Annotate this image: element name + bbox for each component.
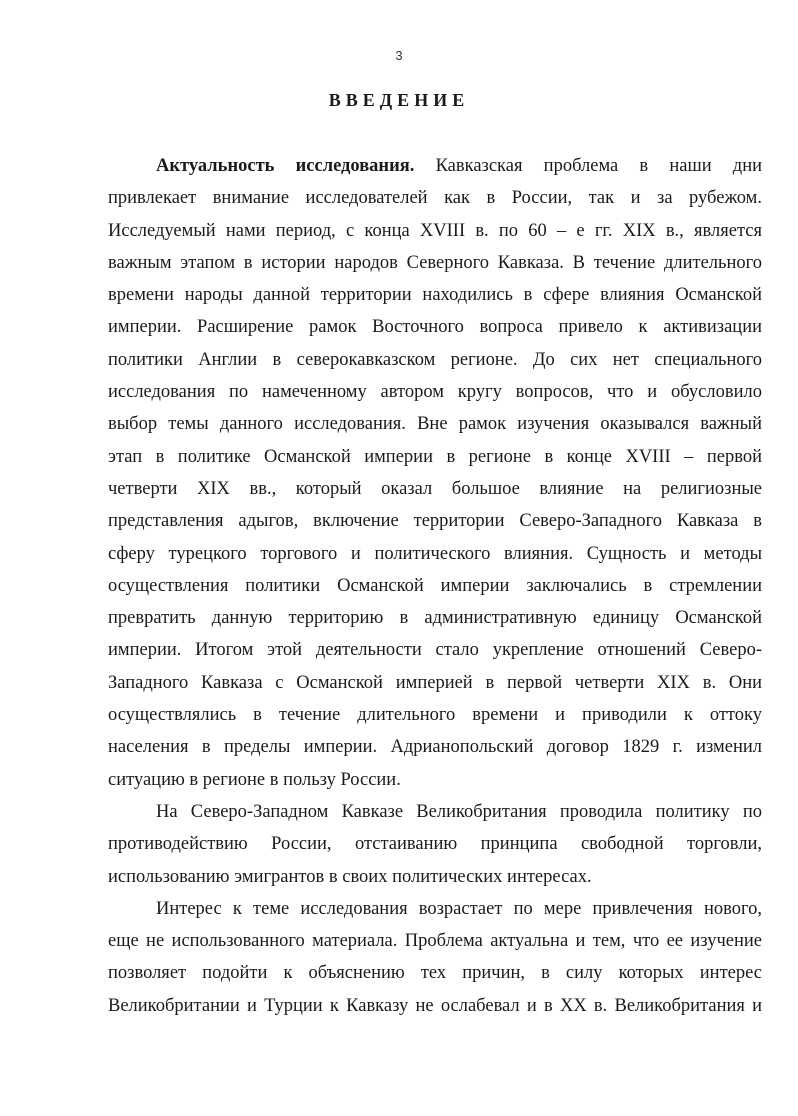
- section-title: ВВЕДЕНИЕ: [328, 90, 470, 110]
- paragraph-lead: Актуальность исследования.: [156, 156, 415, 176]
- text-line: этап в политике Османской империи в регионе в конце XVIII – первой: [108, 446, 762, 467]
- text-line: осуществлялись в течение длительного времени и приводили к оттоку: [108, 705, 762, 726]
- text-line: сферу турецкого торгового и политического влияния. Сущность и методы: [108, 543, 762, 564]
- text-line: времени народы данной территории находились в сфере влияния Османской: [108, 285, 762, 306]
- text-line: империи. Итогом этой деятельности стало укрепление отношений Северо-: [108, 640, 762, 661]
- text-line: На Северо-Западном Кавказе Великобритания проводила политику по: [156, 801, 762, 822]
- text-line: [108, 150, 762, 182]
- text-line: привлекает внимание исследователей как в России, так и за рубежом.: [108, 188, 762, 209]
- text-line: осуществления политики Османской империи заключались в стремлении: [108, 575, 762, 596]
- text-line-content: Кавказская проблема в наши дни: [414, 156, 763, 176]
- text-line: Великобритании и Турции к Кавказу не ослабевал и в XX в. Великобритания и: [108, 995, 762, 1016]
- text-line: ситуацию в регионе в пользу России.: [108, 769, 401, 790]
- text-line: исследования по намеченному автором кругу вопросов, что и обусловило: [108, 382, 762, 403]
- text-line: использованию эмигрантов в своих политических интересах.: [108, 866, 592, 887]
- text-line: Западного Кавказа с Османской империей в первой четверти XIX в. Они: [108, 672, 762, 693]
- text-line: выбор темы данного исследования. Вне рамок изучения оказывался важный: [108, 414, 762, 435]
- text-line: четверти XIX вв., который оказал большое влияние на религиозные: [108, 478, 762, 499]
- text-line: важным этапом в истории народов Северного Кавказа. В течение длительного: [108, 252, 762, 273]
- text-line: позволяет подойти к объяснению тех причин, в силу которых интерес: [108, 963, 762, 984]
- text-line: противодействию России, отстаиванию принципа свободной торговли,: [108, 834, 762, 855]
- text-line: Исследуемый нами период, с конца XVIII в. по 60 – е гг. XIX в., является: [108, 220, 762, 241]
- body-text: [108, 150, 762, 1022]
- text-line: империи. Расширение рамок Восточного вопроса привело к активизации: [108, 317, 762, 338]
- text-line: превратить данную территорию в административную единицу Османской: [108, 608, 762, 629]
- text-line: Интерес к теме исследования возрастает по мере привлечения нового,: [156, 898, 762, 919]
- page-number: 3: [395, 48, 403, 63]
- text-line: еще не использованного материала. Проблема актуальна и тем, что ее изучение: [108, 931, 762, 952]
- text-line: представления адыгов, включение территории Северо-Западного Кавказа в: [108, 511, 762, 532]
- text-line: политики Англии в северокавказском регионе. До сих нет специального: [108, 349, 762, 370]
- text-line: населения в пределы империи. Адрианопольский договор 1829 г. изменил: [108, 737, 762, 758]
